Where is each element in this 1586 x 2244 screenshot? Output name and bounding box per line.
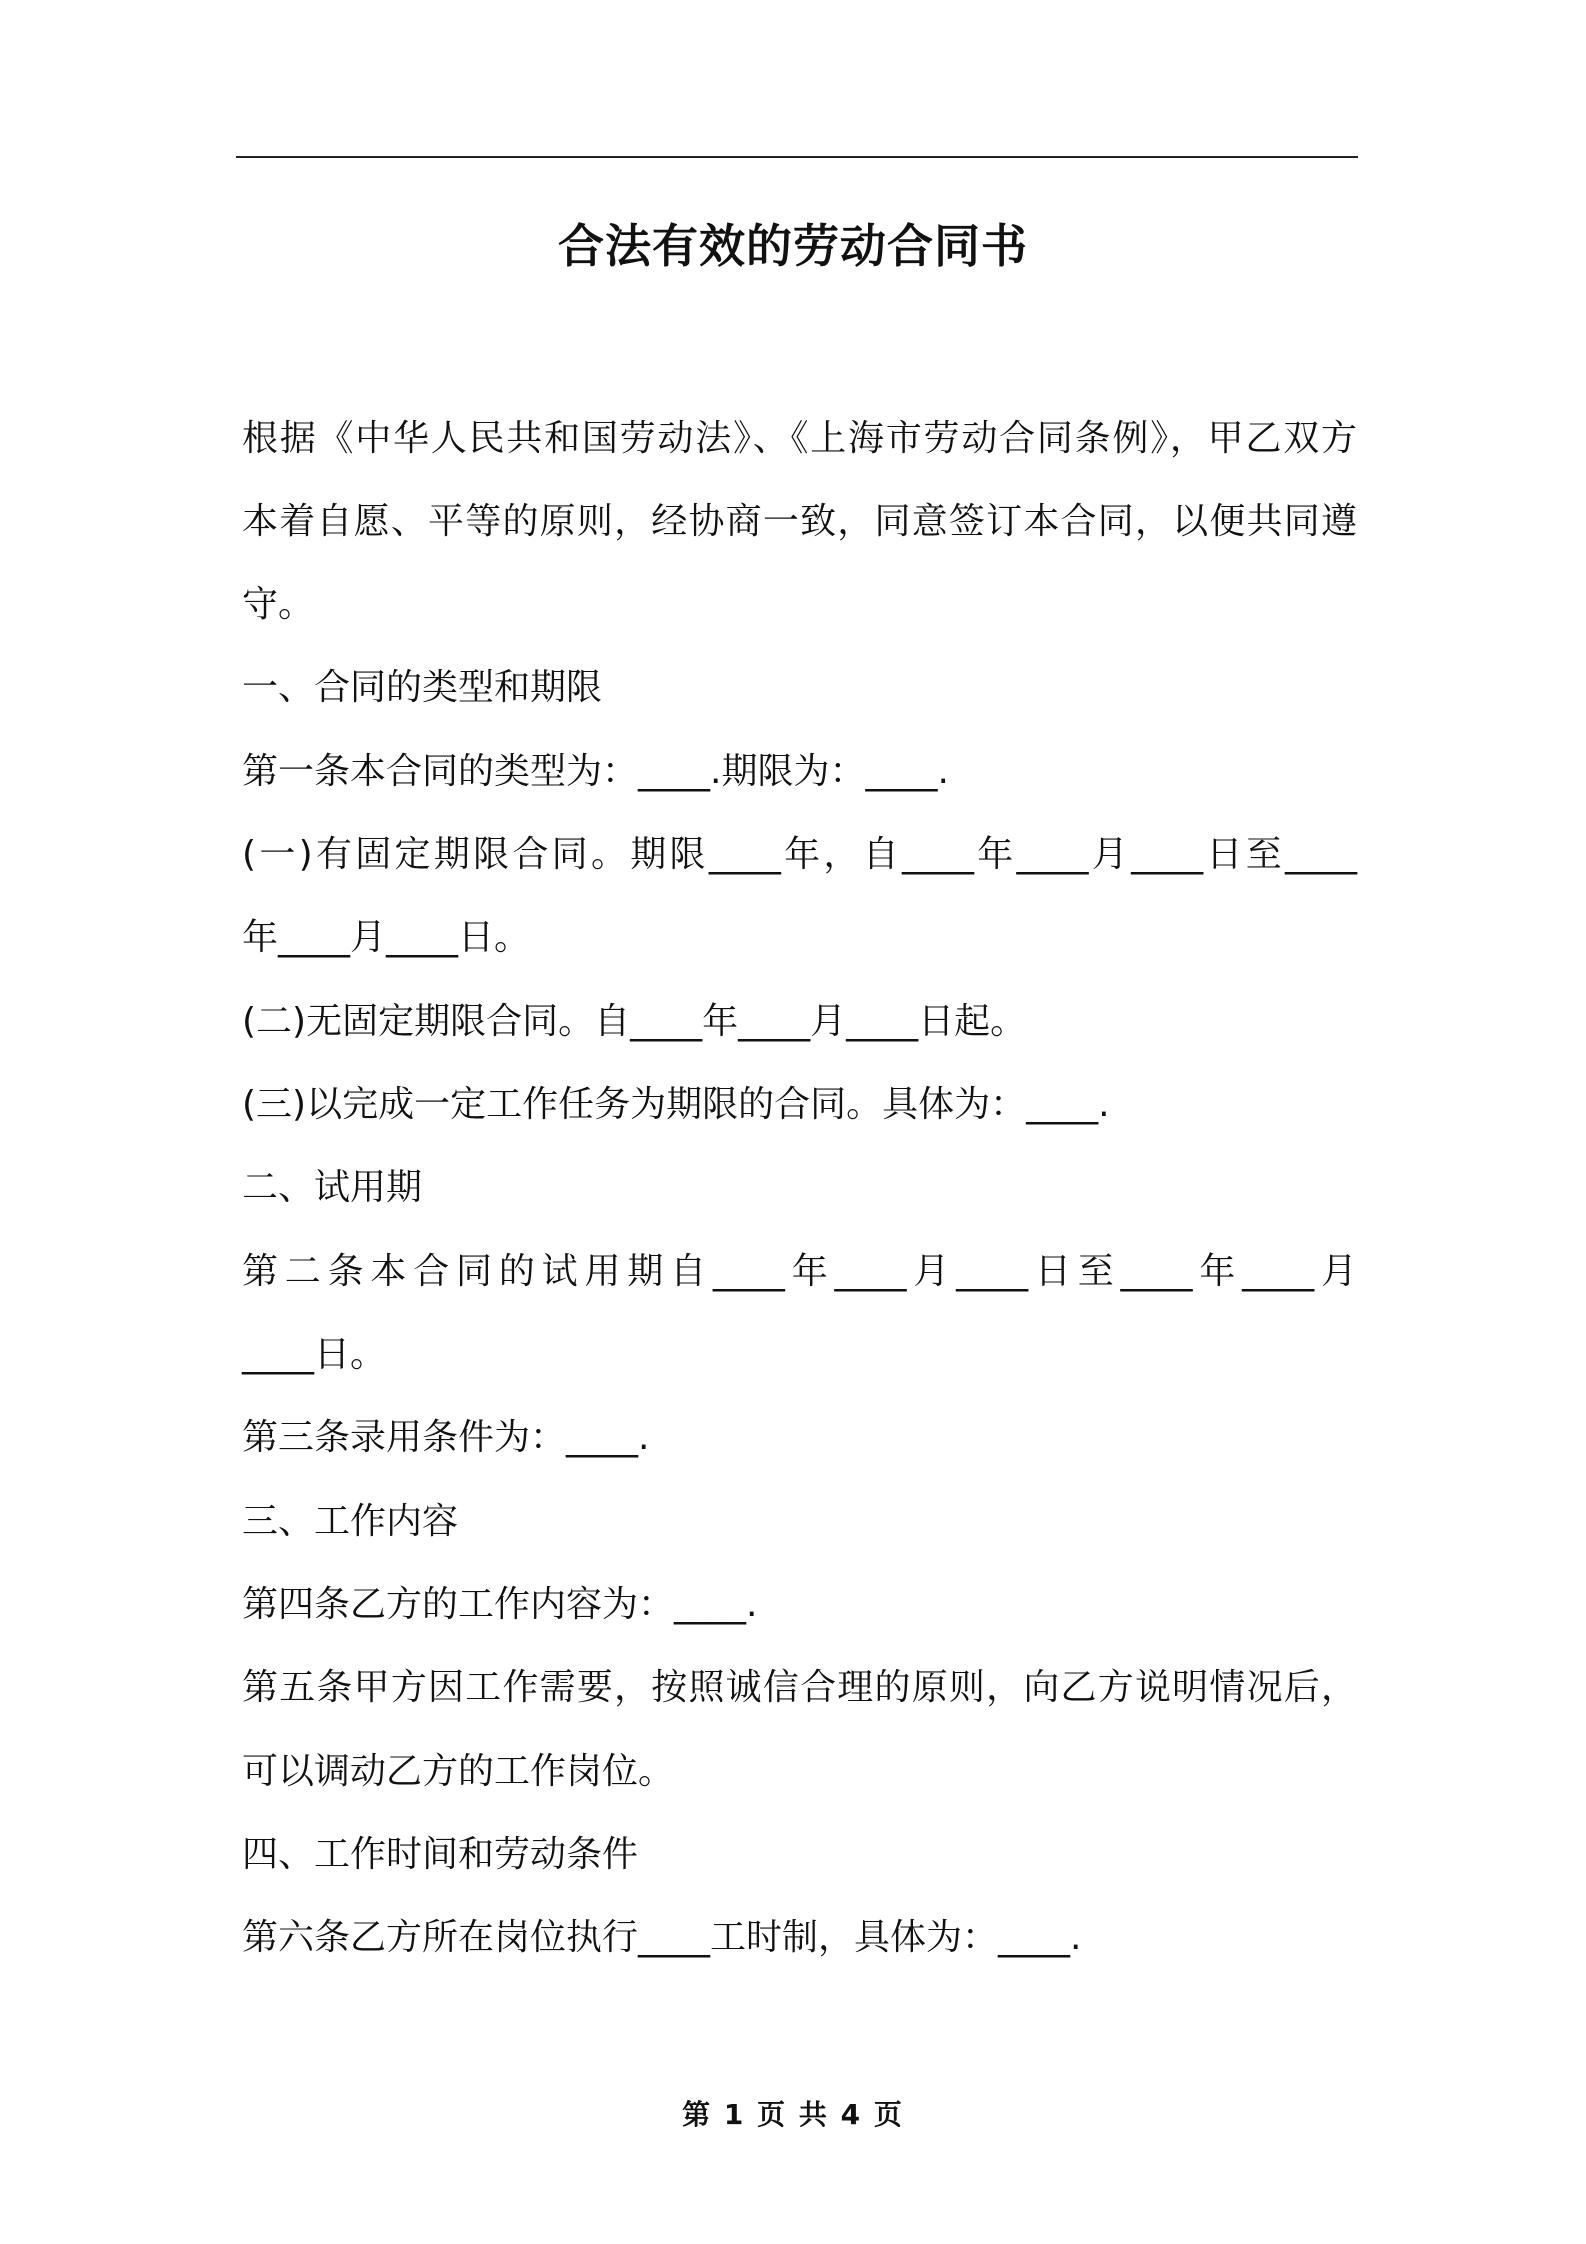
header-rule bbox=[236, 156, 1358, 158]
paragraph-line: 第二条本合同的试用期自____年____月____日至____年____月 bbox=[242, 1251, 1357, 1292]
section-heading: 三、工作内容 bbox=[242, 1501, 459, 1542]
paragraph-line: 第六条乙方所在岗位执行____工时制，具体为：____. bbox=[242, 1917, 1082, 1958]
paragraph-line: 根据《中华人民共和国劳动法》、《上海市劳动合同条例》，甲乙双方 bbox=[242, 418, 1357, 459]
paragraph-line: (三)以完成一定工作任务为期限的合同。具体为：____. bbox=[242, 1084, 1110, 1125]
section-heading: 二、试用期 bbox=[242, 1167, 423, 1208]
section-heading: 四、工作时间和劳动条件 bbox=[242, 1834, 639, 1875]
paragraph-line: (二)无固定期限合同。自____年____月____日起。 bbox=[242, 1001, 1027, 1042]
paragraph-line: 第五条甲方因工作需要，按照诚信合理的原则，向乙方说明情况后， bbox=[242, 1667, 1357, 1708]
page-number-footer: 第 1 页 共 4 页 bbox=[682, 2098, 904, 2131]
paragraph-line: 本着自愿、平等的原则，经协商一致，同意签订本合同，以便共同遵 bbox=[242, 501, 1357, 542]
paragraph-line: ____日。 bbox=[242, 1334, 387, 1375]
paragraph-line: 可以调动乙方的工作岗位。 bbox=[242, 1751, 675, 1792]
document-title: 合法有效的劳动合同书 bbox=[558, 219, 1028, 273]
paragraph-line: 第三条录用条件为：____. bbox=[242, 1417, 650, 1458]
paragraph-line: 守。 bbox=[242, 584, 315, 625]
paragraph-line: (一)有固定期限合同。期限____年，自____年____月____日至____ bbox=[242, 834, 1357, 875]
section-heading: 一、合同的类型和期限 bbox=[242, 667, 603, 708]
paragraph-line: 年____月____日。 bbox=[242, 917, 531, 958]
paragraph-line: 第一条本合同的类型为：____.期限为：____. bbox=[242, 751, 949, 792]
paragraph-line: 第四条乙方的工作内容为：____. bbox=[242, 1584, 758, 1625]
